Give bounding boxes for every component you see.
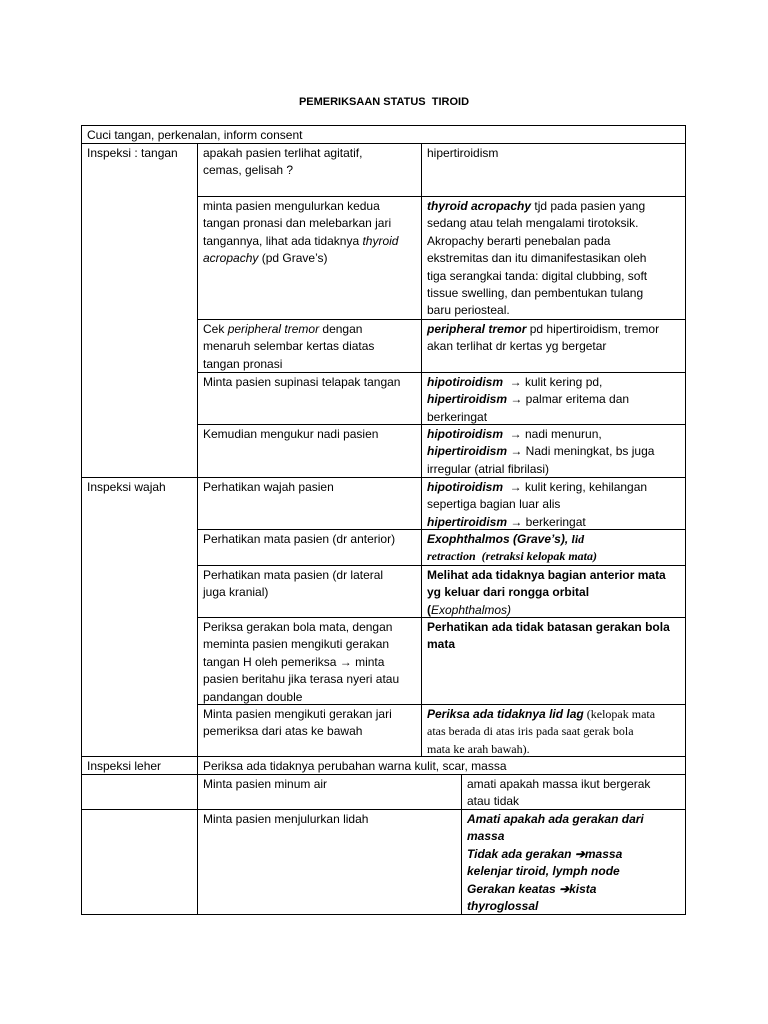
finding-line: sepertiga bagian luar alis xyxy=(427,497,561,512)
step-cell xyxy=(198,478,422,530)
step-line: Kemudian mengukur nadi pasien xyxy=(203,427,379,441)
term-segment: hipotiroidism xyxy=(427,427,503,441)
section-label-tangan xyxy=(82,144,198,478)
step-line: Minta pasien mengikuti gerakan jari xyxy=(203,707,392,721)
finding-cell xyxy=(422,478,686,530)
step-line: Periksa gerakan bola mata, dengan xyxy=(203,620,393,634)
finding-line: amati apakah massa ikut bergerak xyxy=(467,777,651,791)
text-segment: (pd Grave’s) xyxy=(258,251,328,266)
step-line: tangan pronasi dan melebarkan jari xyxy=(203,216,392,231)
page-title: PEMERIKSAAN STATUS TIROID xyxy=(298,96,470,108)
finding-line: ekstremitas dan itu dimanifestasikan oleh xyxy=(427,251,647,266)
step-line: tangan pronasi xyxy=(203,356,283,371)
finding-cell xyxy=(462,775,686,810)
leher-note-cell xyxy=(198,757,686,775)
finding-cell xyxy=(422,197,686,320)
finding-line: hipertiroidism xyxy=(427,146,499,160)
finding-line: irregular (atrial fibrilasi) xyxy=(427,461,550,476)
term-segment: hipotiroidism xyxy=(427,375,503,389)
term-segment: Exophthalmos (Grave’s), xyxy=(427,532,572,546)
step-line xyxy=(203,250,416,267)
finding-line: mata ke arah bawah). xyxy=(427,741,530,756)
term-segment: Periksa ada tidaknya lid lag xyxy=(427,707,584,721)
step-cell xyxy=(198,566,422,618)
step-line: pasien beritahu jika terasa nyeri atau xyxy=(203,672,400,687)
step-line xyxy=(203,321,416,338)
step-line: Minta pasien menjulurkan lidah xyxy=(203,812,369,826)
step-line: juga kranial) xyxy=(203,585,269,600)
finding-line xyxy=(427,374,680,391)
text-segment: ( xyxy=(427,602,431,617)
text-segment: → palmar eritema dan xyxy=(507,392,630,407)
step-line: Perhatikan mata pasien (dr lateral xyxy=(203,568,384,582)
term-segment: lid xyxy=(571,532,585,546)
finding-line: thyroglossal xyxy=(467,899,539,914)
text-segment: → nadi menurun, xyxy=(503,427,602,441)
step-line: Minta pasien supinasi telapak tangan xyxy=(203,375,401,389)
finding-line: mata xyxy=(427,637,456,652)
section-label: Inspeksi : tangan xyxy=(87,146,178,160)
step-cell xyxy=(198,775,462,810)
finding-line: tiga serangkai tanda: digital clubbing, soft xyxy=(427,268,648,283)
step-line: menaruh selembar kertas diatas xyxy=(203,339,375,354)
step-line: Perhatikan wajah pasien xyxy=(203,480,334,494)
text-segment: → kulit kering, kehilangan xyxy=(503,480,648,494)
finding-line: Perhatikan ada tidak batasan gerakan bola xyxy=(427,620,670,634)
text-segment: tjd pada pasien yang xyxy=(531,199,646,213)
text-segment: Cek xyxy=(203,322,228,336)
step-cell xyxy=(198,373,422,425)
term-segment: peripheral tremor xyxy=(427,322,527,336)
text-segment: → kulit kering pd, xyxy=(503,375,603,389)
text-segment: → Nadi meningkat, bs juga xyxy=(507,444,655,459)
section-label: Inspeksi leher xyxy=(87,759,162,773)
step-line: Perhatikan mata pasien (dr anterior) xyxy=(203,532,396,546)
step-line: pandangan double xyxy=(203,689,303,704)
step-cell xyxy=(198,618,422,705)
finding-line: akan terlihat dr kertas yg bergetar xyxy=(427,339,607,354)
finding-line xyxy=(427,443,680,460)
text-segment: → berkeringat xyxy=(507,514,586,529)
finding-line: retraction (retraksi kelopak mata) xyxy=(427,549,597,564)
finding-line xyxy=(427,602,680,618)
section-label: Inspeksi wajah xyxy=(87,480,166,494)
term-segment: thyroid acropachy xyxy=(427,199,532,213)
finding-line: tissue swelling, dan pembentukan tulang xyxy=(427,286,644,301)
step-cell xyxy=(198,320,422,373)
finding-cell xyxy=(422,320,686,373)
term-segment: thyroid xyxy=(362,233,399,248)
step-line: apakah pasien terlihat agitatif, xyxy=(203,146,363,160)
finding-cell xyxy=(422,373,686,425)
term-segment: hipertiroidism xyxy=(427,514,508,529)
finding-line: Akropachy berarti penebalan pada xyxy=(427,233,611,248)
step-cell xyxy=(198,810,462,915)
finding-cell xyxy=(422,530,686,566)
finding-line xyxy=(427,514,680,530)
step-line: tangan H oleh pemeriksa → minta xyxy=(203,654,385,669)
step-cell xyxy=(198,197,422,320)
section-label-wajah xyxy=(82,478,198,757)
finding-line: berkeringat xyxy=(427,409,488,424)
finding-line xyxy=(427,391,680,408)
step-line xyxy=(203,233,416,250)
note-line: Periksa ada tidaknya perubahan warna kulit, scar, massa xyxy=(203,759,507,773)
finding-line xyxy=(427,426,680,443)
term-segment: hipertiroidism xyxy=(427,444,508,459)
finding-line: atau tidak xyxy=(467,794,520,809)
finding-cell xyxy=(422,144,686,197)
step-cell xyxy=(198,425,422,478)
term-segment: Exophthalmos) xyxy=(431,602,512,617)
term-segment: hipertiroidism xyxy=(427,392,508,407)
term-segment: peripheral tremor xyxy=(227,322,320,336)
step-line: Minta pasien minum air xyxy=(203,777,328,791)
intro-text: Cuci tangan, perkenalan, inform consent xyxy=(87,128,303,142)
finding-line xyxy=(427,198,680,215)
text-segment: dengan xyxy=(319,322,363,336)
finding-line xyxy=(427,479,680,496)
empty-label-cell xyxy=(82,810,198,915)
finding-line: sedang atau telah mengalami tirotoksik. xyxy=(427,216,639,231)
finding-cell xyxy=(462,810,686,915)
finding-line: Melihat ada tidaknya bagian anterior mata xyxy=(427,568,666,582)
term-segment: hipotiroidism xyxy=(427,480,503,494)
step-cell xyxy=(198,144,422,197)
finding-line xyxy=(427,321,680,338)
finding-line: Amati apakah ada gerakan dari xyxy=(467,812,644,826)
finding-line: atas berada di atas iris pada saat gerak bola xyxy=(427,724,634,739)
intro-row xyxy=(82,126,686,144)
step-cell xyxy=(198,530,422,566)
step-line: pemeriksa dari atas ke bawah xyxy=(203,724,363,739)
finding-cell xyxy=(422,566,686,618)
empty-label-cell xyxy=(82,775,198,810)
finding-line: Tidak ada gerakan ➔massa xyxy=(467,846,623,861)
finding-line: massa xyxy=(467,829,505,844)
text-segment: pd hipertiroidism, tremor xyxy=(526,322,660,336)
finding-line: kelenjar tiroid, lymph node xyxy=(467,864,620,879)
step-line: cemas, gelisah ? xyxy=(203,163,294,178)
section-label-leher xyxy=(82,757,198,775)
text-segment: (kelopak mata xyxy=(583,707,656,721)
step-line: minta pasien mengulurkan kedua xyxy=(203,199,380,213)
text-segment: tangannya, lihat ada tidaknya xyxy=(203,233,363,248)
step-cell xyxy=(198,705,422,757)
finding-line: baru periosteal. xyxy=(427,303,510,318)
finding-cell xyxy=(422,705,686,757)
step-line: meminta pasien mengikuti gerakan xyxy=(203,637,390,652)
finding-line: yg keluar dari rongga orbital xyxy=(427,585,590,600)
finding-line xyxy=(427,531,680,548)
term-segment: acropachy xyxy=(203,251,259,266)
examination-table xyxy=(81,125,686,915)
finding-line xyxy=(427,706,680,723)
finding-cell xyxy=(422,425,686,478)
finding-cell xyxy=(422,618,686,705)
finding-line: Gerakan keatas ➔kista xyxy=(467,881,597,896)
